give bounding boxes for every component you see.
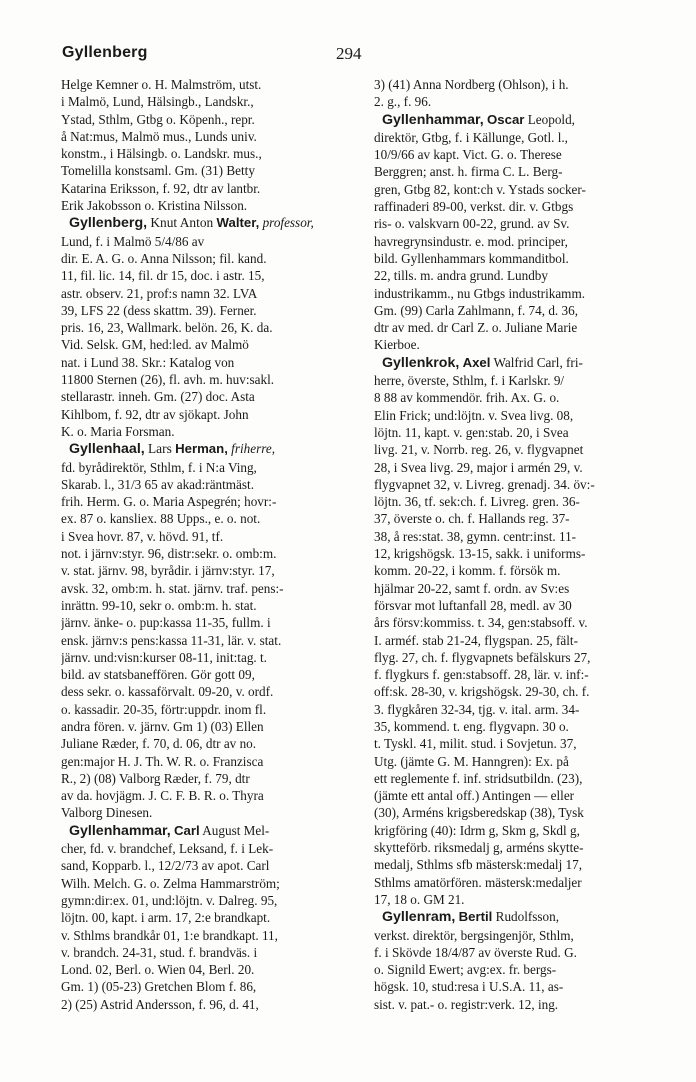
entry-line: nat. i Lund 38. Skr.: Katalog von <box>61 354 235 370</box>
entry-line: v. stat. järnv. 98, byrådir. i järnv:styr. 17, <box>61 563 275 579</box>
entry-surname: Gyllenkrok, <box>382 354 460 371</box>
entry-headline <box>374 354 670 372</box>
entry-line: 22, tills. m. andra grund. Lundby <box>374 268 548 284</box>
entry-line: 8 88 av kommendör. frih. Ax. G. o. <box>374 390 560 406</box>
entry-given-names: Knut Anton <box>150 215 214 231</box>
entry-line: off:sk. 28-30, v. krigshögsk. 29-30, ch. f. <box>374 684 590 700</box>
entry-line: frih. Herm. G. o. Maria Aspegrén; hovr:- <box>61 494 277 510</box>
entry-headline <box>61 214 362 232</box>
entry-line: löjtn. 11, kapt. v. gen:stab. 20, i Svea <box>374 424 569 440</box>
entry-headline <box>374 111 670 129</box>
entry-line: 11800 Sternen (26), fl. avh. m. huv:sakl. <box>61 372 275 388</box>
entry-surname: Gyllenram, <box>382 909 456 926</box>
entry-line: ensk. järnv:s pens:kassa 11-31, lär. v. stat. <box>61 632 282 648</box>
entry-line: komm. 20-22, i komm. f. försök m. <box>374 563 561 579</box>
continuation-line: Tomelilla konstsaml. Gm. (31) Betty <box>61 163 255 179</box>
entry-line: Kihlbom, f. 92, dtr av sjökapt. John <box>61 406 249 422</box>
entry-line: gymn:dir:ex. 01, und:löjtn. v. Dalreg. 95, <box>61 892 278 908</box>
entry-line: Skarab. l., 31/3 65 av akad:räntmäst. <box>61 476 255 492</box>
entry-line: 17, 18 o. GM 21. <box>374 891 465 907</box>
entry-line: Lund, f. i Malmö 5/4/86 av <box>61 233 205 249</box>
entry-line: ex. 87 o. kansliex. 88 Upps., e. o. not. <box>61 511 261 527</box>
entry-line: v. brandch. 24-31, stud. f. brandväs. i <box>61 944 258 960</box>
entry-line: astr. observ. 21, prof:s namn 32. LVA <box>61 285 258 301</box>
entry-line: flyg. 27, ch. f. flygvapnets befälskurs 27, <box>374 649 591 665</box>
entry-line: 11, fil. lic. 14, fil. dr 15, doc. i astr. 15, <box>61 268 265 284</box>
biography-entry <box>374 908 670 1013</box>
right-column <box>374 76 670 1013</box>
entry-surname: Gyllenberg, <box>69 215 148 232</box>
entry-line: Lond. 02, Berl. o. Wien 04, Berl. 20. <box>61 962 255 978</box>
entry-line: sist. v. pat.- o. registr:verk. 12, ing. <box>374 996 559 1012</box>
entry-line: R., 2) (08) Valborg Ræder, f. 79, dtr <box>61 770 250 786</box>
entry-line: cher, fd. v. brandchef, Leksand, f. i Lek- <box>61 841 274 857</box>
entry-surname: Gyllenhammar, <box>69 822 171 839</box>
entry-line: ett reglemente f. inf. stridsutbildn. (23), <box>374 770 583 786</box>
entry-call-name: Carl <box>174 822 200 838</box>
entry-line: Elin Frick; und:löjtn. v. Svea livg. 08, <box>374 407 574 423</box>
entry-line: Valborg Dinesen. <box>61 805 153 821</box>
entry-line: krigföring (40): Idrm g, Skm g, Skdl g, <box>374 822 580 838</box>
entry-call-name: Herman, <box>175 441 228 457</box>
entry-surname: Gyllenhammar, <box>382 111 484 128</box>
entry-line: dir. E. A. G. o. Anna Nilsson; fil. kand. <box>61 250 267 266</box>
entry-line: 35, kommend. t. eng. flygvapn. 30 o. <box>374 718 569 734</box>
page-number: 294 <box>336 44 362 63</box>
entry-line: dess sekr. o. kassaförvalt. 09-20, v. ordf. <box>61 684 274 700</box>
entry-surname: Gyllenhaal, <box>69 441 145 458</box>
entry-line: flygvapnet 32, v. Livreg. grenadj. 34. öv:- <box>374 476 595 492</box>
biography-entry <box>374 111 670 354</box>
entry-call-name: Walter, <box>216 215 260 231</box>
entry-line: 2) (25) Astrid Andersson, f. 96, d. 41, <box>61 996 259 1012</box>
entry-line: skytteförb. riksmedalj g, arméns skytte- <box>374 840 584 856</box>
biography-entry <box>374 354 670 909</box>
entry-line: Wilh. Melch. G. o. Zelma Hammarström; <box>61 875 280 891</box>
biography-entry <box>61 440 362 822</box>
entry-headline-rest: Walfrid Carl, fri- <box>493 354 583 370</box>
entry-line: försvar mot luftanfall 28, medl. av 30 <box>374 597 572 613</box>
entry-call-name: Axel <box>462 354 491 370</box>
entry-line: andra fören. v. järnv. Gm 1) (03) Ellen <box>61 718 264 734</box>
entry-line: Juliane Ræder, f. 70, d. 06, dtr av no. <box>61 736 257 752</box>
continuation-line: Erik Jakobsson o. Kristina Nilsson. <box>61 198 248 214</box>
running-head: Gyllenberg <box>62 44 148 61</box>
entry-line: järnv. änke- o. pup:kassa 11-35, fullm. i <box>61 615 271 631</box>
entry-line: järnv. und:visn:kurser 08-11, init:tag. t. <box>61 649 267 665</box>
entry-line: fd. byrådirektör, Sthlm, f. i N:a Ving, <box>61 459 257 475</box>
entry-line: livg. 21, v. Norrb. reg. 26, v. flygvapnet <box>374 442 584 458</box>
entry-line: o. Signild Ewert; avg:ex. fr. bergs- <box>374 962 557 978</box>
biography-entry <box>61 214 362 440</box>
entry-line: ris- o. valskvarn 00-22, grund. av Sv. <box>374 216 570 232</box>
entry-line: raffinaderi 89-00, verkst. dir. v. Gtbgs <box>374 199 574 215</box>
left-column <box>61 76 362 1013</box>
entry-line: 28, i Svea livg. 29, major i armén 29, v. <box>374 459 583 475</box>
entry-line: medalj, Sthlms sfb mästersk:medalj 17, <box>374 857 583 873</box>
entry-line: avsk. 32, omb:m. h. stat. järnv. traf. pens:- <box>61 580 284 596</box>
continuation-line: i Malmö, Lund, Hälsingb., Landskr., <box>61 94 254 110</box>
entry-line: (jämte ett antal off.) Antingen — eller <box>374 788 575 804</box>
entry-line: havregrynsindustr. e. mod. principer, <box>374 233 568 249</box>
entry-line: sand, Kopparb. l., 12/2/73 av apot. Carl <box>61 858 270 874</box>
entry-line: Kierboe. <box>374 337 420 353</box>
entry-headline-rest: Leopold, <box>527 111 575 127</box>
entry-line: f. flygkurs f. gen:stabsoff. 28, lär. v. inf:- <box>374 667 589 683</box>
entry-headline-rest: August Mel- <box>202 822 270 838</box>
continuation-line: Katarina Eriksson, f. 92, dtr av lantbr. <box>61 180 261 196</box>
entry-headline <box>61 440 362 458</box>
entry-headline-rest: Rudolfsson, <box>495 909 560 925</box>
entry-line: Sthlms amatörfören. mästersk:medaljer <box>374 874 582 890</box>
entry-line: 12, krigshögsk. 13-15, sakk. i uniforms- <box>374 546 586 562</box>
entry-line: stellarastr. inneh. Gm. (27) doc. Asta <box>61 389 255 405</box>
entry-line: löjtn. 36, tf. sek:ch. f. Livreg. gren. 36- <box>374 494 580 510</box>
entry-line: av da. hovjägm. J. C. F. B. R. o. Thyra <box>61 788 264 804</box>
entry-given-names: Lars <box>148 441 172 457</box>
continuation-line: 3) (41) Anna Nordberg (Ohlson), i h. <box>374 77 569 92</box>
entry-line: o. kassadir. 20-35, förtr:uppdr. inom fl. <box>61 701 267 717</box>
entry-line: direktör, Gtbg, f. i Källunge, Gotl. l., <box>374 129 568 145</box>
continuation-line: Helge Kemner o. H. Malmström, utst. <box>61 77 262 92</box>
continuation-line: å Nat:mus, Malmö mus., Lunds univ. <box>61 128 257 144</box>
entry-line: Vid. Selsk. GM, hed:led. av Malmö <box>61 337 249 353</box>
entry-line: herre, överste, Sthlm, f. i Karlskr. 9/ <box>374 373 565 389</box>
entry-line: v. Sthlms brandkår 01, 1:e brandkapt. 11, <box>61 927 278 943</box>
entry-line: 3. flygkåren 32-34, tjg. v. ital. arm. 34- <box>374 701 580 717</box>
entry-headline <box>374 908 670 926</box>
entry-line: löjtn. 00, kapt. i arm. 17, 2:e brandkapt. <box>61 910 271 926</box>
entry-line: bild. av statsbaneffören. Gör gott 09, <box>61 667 255 683</box>
entry-line: 38, å res:stat. 38, gymn. centr:inst. 11- <box>374 528 577 544</box>
continuation-line: Ystad, Sthlm, Gtbg o. Köpenh., repr. <box>61 111 255 127</box>
entry-line: Utg. (jämte G. M. Hanngren): Ex. på <box>374 753 569 769</box>
entry-line: hjälmar 20-22, samt f. ordn. av Sv:es <box>374 580 570 596</box>
entry-line: pris. 16, 23, Wallmark. belön. 26, K. da. <box>61 320 273 336</box>
entry-line: (30), Arméns krigsberedskap (38), Tysk <box>374 805 584 821</box>
entry-line: gen:major H. J. Th. W. R. o. Franzisca <box>61 753 264 769</box>
entry-headline <box>61 822 362 840</box>
entry-line: bild. Gyllenhammars kommanditbol. <box>374 250 569 266</box>
entry-line: 37, överste o. ch. f. Hallands reg. 37- <box>374 511 570 527</box>
entry-line: industrikamm., nu Gtbgs industrikamm. <box>374 285 585 301</box>
entry-line: I. arméf. stab 21-24, flygspan. 25, fält- <box>374 632 578 648</box>
entry-line: gren, Gtbg 82, kont:ch v. Ystads socker- <box>374 181 586 197</box>
entry-line: Gm. (99) Carla Zahlmann, f. 74, d. 36, <box>374 302 578 318</box>
entry-call-name: Bertil <box>458 909 493 925</box>
entry-line: K. o. Maria Forsman. <box>61 423 175 439</box>
entry-call-name: Oscar <box>487 111 525 127</box>
entry-line: i Svea hovr. 87, v. hövd. 91, tf. <box>61 528 224 544</box>
entry-title: professor, <box>262 215 314 231</box>
biography-entry <box>61 822 362 1013</box>
entry-line: Berggren; anst. h. firma C. L. Berg- <box>374 164 563 180</box>
entry-line: t. Tyskl. 41, milit. stud. i Sovjetun. 37, <box>374 736 577 752</box>
entry-line: f. i Skövde 18/4/87 av överste Rud. G. <box>374 944 577 960</box>
entry-title: friherre, <box>231 441 276 457</box>
entry-line: not. i järnv:styr. 96, distr:sekr. o. omb:m. <box>61 546 277 562</box>
entry-line: Gm. 1) (05-23) Gretchen Blom f. 86, <box>61 979 257 995</box>
entry-line: inrättn. 99-10, sekr o. omb:m. h. stat. <box>61 597 257 613</box>
continuation-line: 2. g., f. 96. <box>374 94 432 110</box>
entry-line: 10/9/66 av kapt. Vict. G. o. Therese <box>374 147 562 163</box>
entry-line: högsk. 10, stud:resa i U.S.A. 11, as- <box>374 979 564 995</box>
continuation-line: konstm., i Hälsingb. o. Landskr. mus., <box>61 146 262 162</box>
entry-line: 39, LFS 22 (dess skattm. 39). Ferner. <box>61 302 257 318</box>
entry-line: dtr av med. dr Carl Z. o. Juliane Marie <box>374 320 578 336</box>
page-header <box>58 44 656 66</box>
entry-line: verkst. direktör, bergsingenjör, Sthlm, <box>374 927 574 943</box>
entry-line: års försv:kommiss. t. 34, gen:stabsoff. v. <box>374 615 588 631</box>
